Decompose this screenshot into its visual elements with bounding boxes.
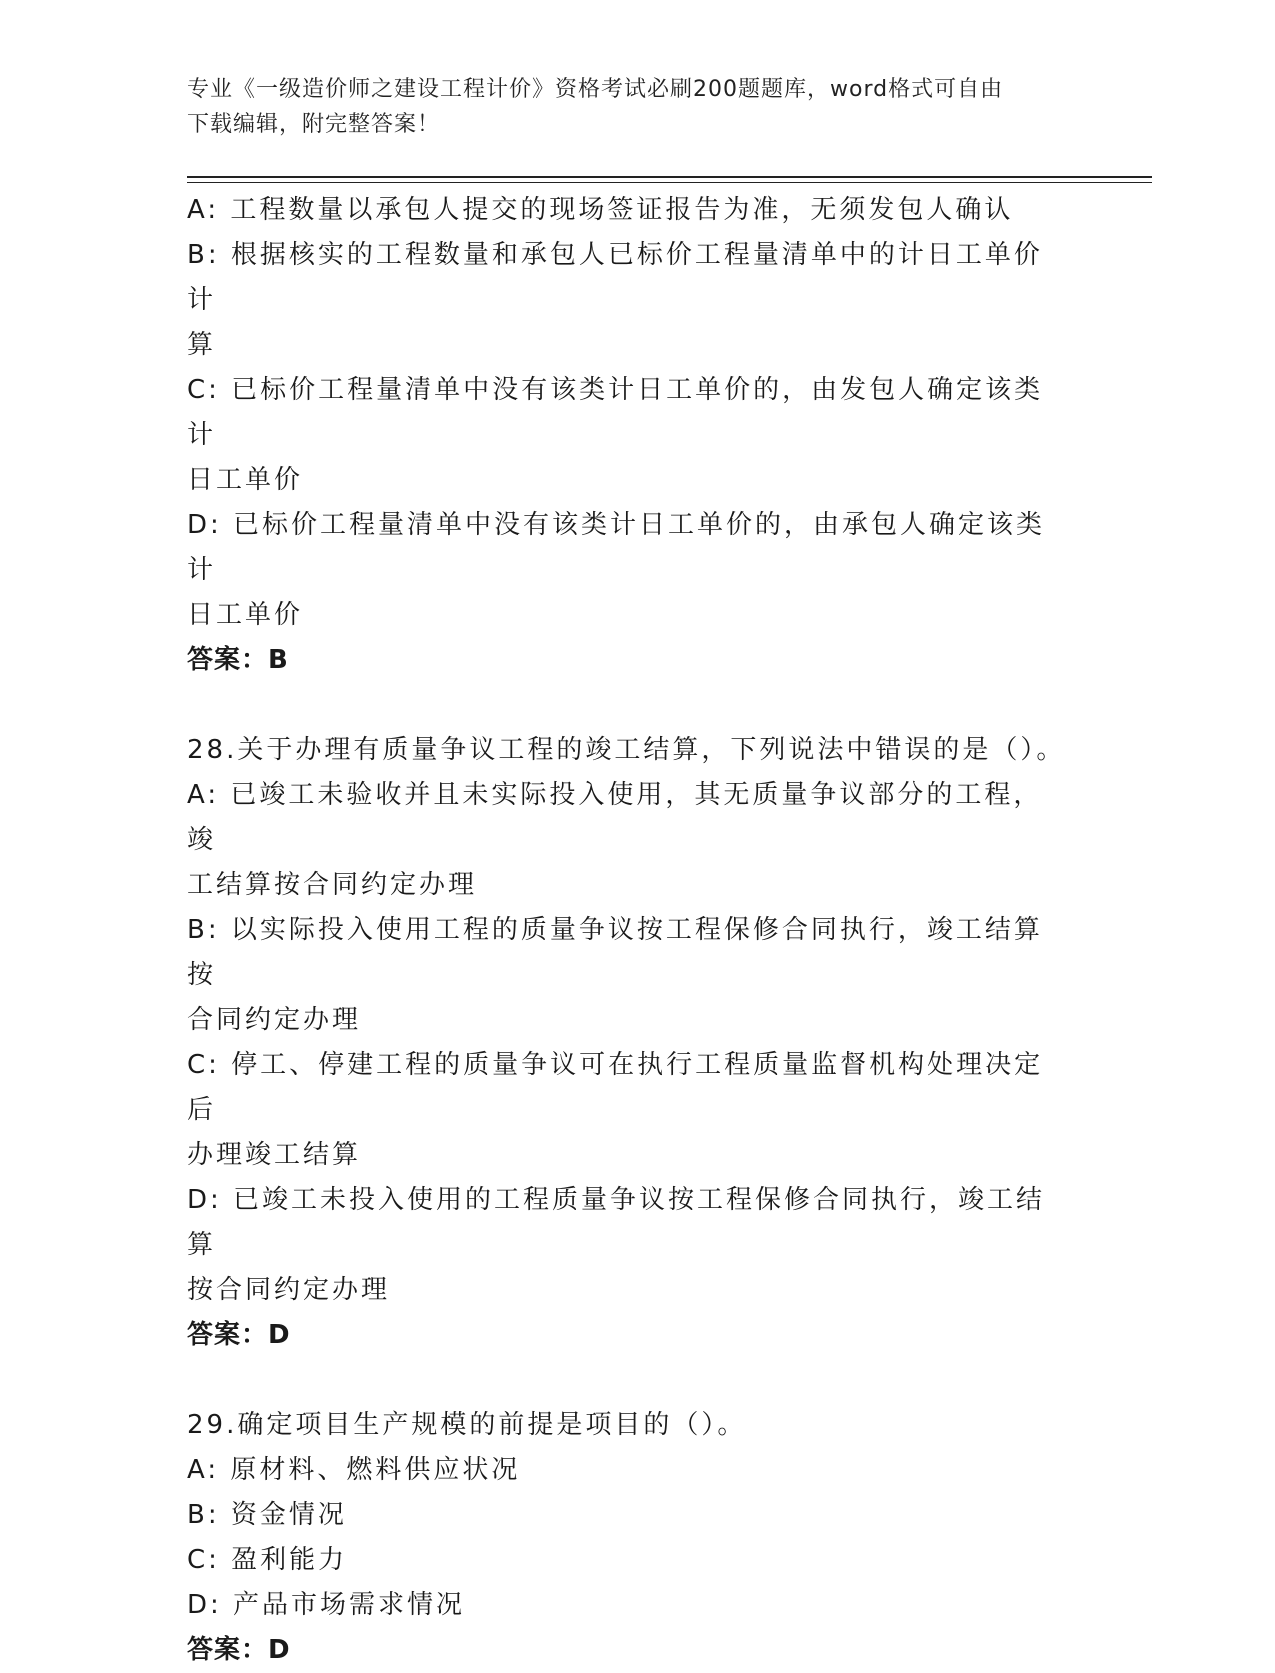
option-line: C: 已标价工程量清单中没有该类计日工单价的，由发包人确定该类计 [187,375,1044,450]
header-line-1: 专业《一级造价师之建设工程计价》资格考试必刷200题题库，word格式可自由 [187,77,1004,102]
option-c [187,1538,1067,1583]
option-line-cont: 算 [187,330,217,360]
option-line-cont: 日工单价 [187,465,304,495]
question-stem: 29.确定项目生产规模的前提是项目的（）。 [187,1410,747,1440]
option-line: D: 已标价工程量清单中没有该类计日工单价的，由承包人确定该类计 [187,510,1046,585]
option-line: C: 停工、停建工程的质量争议可在执行工程质量监督机构处理决定后 [187,1050,1044,1125]
option-line: D: 产品市场需求情况 [187,1590,466,1620]
option-c [187,1043,1067,1178]
question-stem: 28.关于办理有质量争议工程的竣工结算，下列说法中错误的是（）。 [187,735,1066,765]
option-line-cont: 合同约定办理 [187,1005,362,1035]
question-block-29 [187,1403,1067,1673]
answer-line: 答案：D [187,1635,291,1665]
option-b [187,908,1067,1043]
option-a [187,773,1067,908]
option-line-cont: 办理竣工结算 [187,1140,362,1170]
option-line: B: 以实际投入使用工程的质量争议按工程保修合同执行，竣工结算按 [187,915,1043,990]
header-divider-thick [187,176,1152,178]
option-a [187,1448,1067,1493]
option-line: A: 原材料、燃料供应状况 [187,1455,521,1485]
question-block-28 [187,728,1067,1358]
option-line: A: 已竣工未验收并且未实际投入使用，其无质量争议部分的工程，竣 [187,780,1043,855]
answer-line: 答案：D [187,1320,291,1350]
option-b [187,1493,1067,1538]
document-header [187,72,1067,142]
option-a [187,188,1067,233]
question-block-27 [187,188,1067,683]
option-d [187,503,1067,638]
option-line-cont: 日工单价 [187,600,304,630]
option-c [187,368,1067,503]
spacer [187,1358,1067,1403]
option-b [187,233,1067,368]
header-divider-thin [187,182,1152,183]
answer-line: 答案：B [187,645,289,675]
option-line: C: 盈利能力 [187,1545,348,1575]
option-d [187,1583,1067,1628]
spacer [187,683,1067,728]
option-line: D: 已竣工未投入使用的工程质量争议按工程保修合同执行，竣工结算 [187,1185,1046,1260]
option-line-cont: 按合同约定办理 [187,1275,391,1305]
option-line-cont: 工结算按合同约定办理 [187,870,478,900]
option-line: B: 根据核实的工程数量和承包人已标价工程量清单中的计日工单价计 [187,240,1043,315]
question-list [187,188,1067,1673]
option-line: A: 工程数量以承包人提交的现场签证报告为准，无须发包人确认 [187,195,1014,225]
option-d [187,1178,1067,1313]
option-line: B: 资金情况 [187,1500,347,1530]
header-line-2: 下载编辑，附完整答案！ [187,112,441,137]
